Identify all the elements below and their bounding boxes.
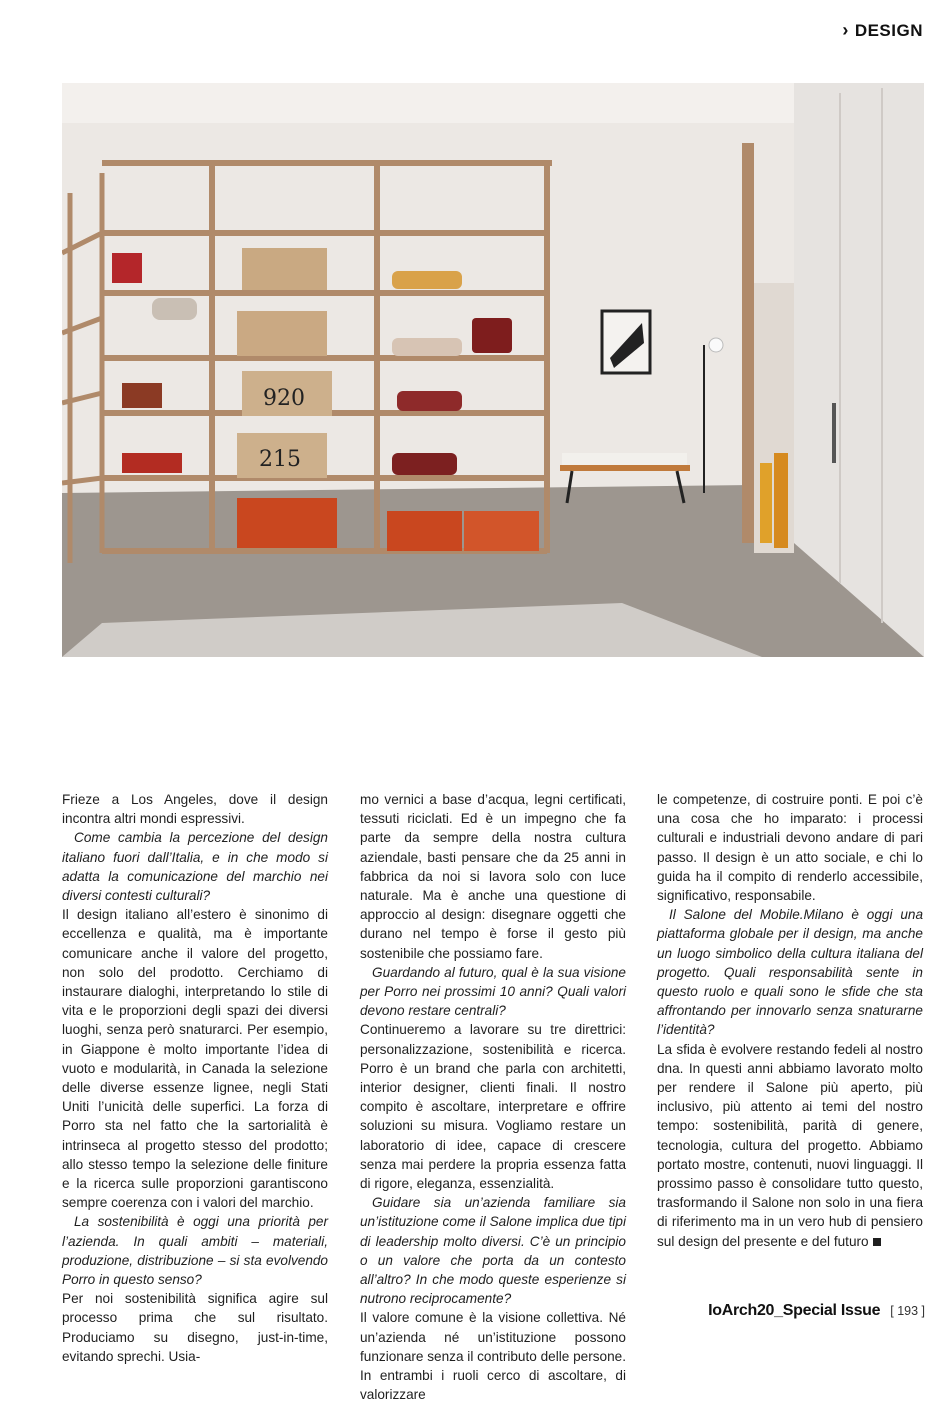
folded-textile xyxy=(392,453,457,475)
article-column-3 xyxy=(657,790,923,1251)
interview-question: La sostenibilità è oggi una priorità per l’azienda. In quali ambiti – materiali, produzione, distribuzione – si sta evolvendo Porro in questo senso? xyxy=(62,1214,328,1288)
interview-question: Guardando al futuro, qual è la sua visione per Porro nei prossimi 10 anni? Quali valori devono restare centrali? xyxy=(360,964,626,1019)
wardrobe-frame xyxy=(742,143,754,543)
orange-box xyxy=(464,511,539,551)
hanging-garment xyxy=(760,463,772,543)
orange-box xyxy=(387,511,462,551)
magazine-name: IoArch20_Special Issue xyxy=(708,1302,881,1319)
end-mark-icon xyxy=(873,1238,881,1246)
paragraph: Per noi sostenibilità significa agire sul processo prima che sul risultato. Produciamo su disegno, just-in-time, evitando sprechi. Usia- xyxy=(62,1291,328,1364)
interview-question: Come cambia la percezione del design italiano fuori dall’Italia, e in che modo si adatta la comunicazione del marchio nei diversi contesti culturali? xyxy=(62,830,328,904)
basket xyxy=(237,311,327,356)
interior-photo xyxy=(62,83,924,657)
hanging-garment xyxy=(774,453,788,548)
folded-textile xyxy=(392,271,462,289)
toy-truck xyxy=(122,453,182,473)
hat xyxy=(152,298,197,320)
walk-in-closet-illustration xyxy=(62,83,924,657)
small-case xyxy=(122,383,162,408)
leather-bag xyxy=(472,318,512,353)
section-label: DESIGN xyxy=(854,20,923,40)
box-number: 215 xyxy=(259,447,301,472)
paragraph: Il design italiano all’estero è sinonimo di eccellenza e qualità, ma è importante comunicare anche il valore del progetto, non solo del prodotto. Cerchiamo di instaurare dialoghi, interpretando lo stile di vita e le proporzioni degli spazi dei diversi luoghi, senza però snaturarci. Per esempio, in Giappone è molto importante l’idea di vuoto e modularità, in Canada la selezione delle diverse essenze lignee, negli Stati Uniti l’unicità delle superfici. La forza di Porro sta nel fatto che la sartorialità è intrinseca al progetto stesso del prodotto; allo stesso tempo la selezione delle finiture e la ricerca sulle proporzioni garantiscono sempre coerenza con i valori del marchio. xyxy=(62,907,328,1211)
folded-textile xyxy=(397,391,462,411)
orange-case xyxy=(237,498,337,548)
closing-paragraph-text: La sfida è evolvere restando fedeli al nostro dna. In questi anni abbiamo lavorato molto per rendere il Salone più aperto, più inclusivo, più attento ai temi del nostro tempo: sostenibilità, parità di genere, tecnologia, cultura del progetto. Abbiamo portato mostre, contenuti, nuovi linguaggi. Il prossimo passo è consolidare tutto questo, trasformando il Salone non solo in una fiera di riferimento ma in un vero hub di pensiero sul design del presente e del futuro xyxy=(657,1041,923,1249)
folded-textile xyxy=(392,338,462,356)
article-column-2 xyxy=(360,790,626,1405)
article-column-1 xyxy=(62,790,328,1366)
paragraph: Il valore comune è la visione collettiva. Né un’azienda né un’istituzione possono funzionare senza il contributo delle persone. In entrambi i ruoli cerco di ascoltare, di valorizzare xyxy=(360,1310,627,1403)
red-bag xyxy=(112,253,142,283)
daybed xyxy=(562,453,687,465)
paragraph: le competenze, di costruire ponti. E poi c’è una cosa che ho imparato: i processi culturali e industriali devono andare di pari passo. Il design è un atto sociale, e chi lo guida ha il compito di renderlo accessibile, significativo, responsabile. xyxy=(657,792,923,904)
paragraph: mo vernici a base d’acqua, legni certificati, tessuti riciclati. Ed è un impegno che fa parte da sempre della nostra cultura aziendale, basti pensare che da 25 anni in fabbrica da noi si lavora solo con luce naturale. Ma è anche una questione di approccio al design: disegnare oggetti che durano nel tempo è forse il gesto più sostenibile che possiamo fare. xyxy=(360,792,626,961)
paragraph: Frieze a Los Angeles, dove il design incontra altri mondi espressivi. xyxy=(62,792,328,827)
chevron-right-icon: › xyxy=(842,20,849,40)
basket xyxy=(242,248,327,290)
interview-question: Il Salone del Mobile.Milano è oggi una piattaforma globale per il design, ma anche un luogo simbolico della cultura italiana del progetto. Quali responsabilità sente in questo ruolo e quali sono le sfide che sta affrontando per innovarlo senza snaturarne l’identità? xyxy=(657,907,923,1038)
section-tag xyxy=(842,20,923,41)
paragraph xyxy=(657,1040,923,1251)
interview-question: Guidare sia un’azienda familiare sia un’istituzione come il Salone implica due tipi di leadership molto diversi. C’è un principio o un valore che porta da un contesto all’altro? In che modo queste esperienze si nutrono reciprocamente? xyxy=(360,1195,626,1307)
box-number: 920 xyxy=(263,386,305,411)
page-footer xyxy=(708,1302,925,1320)
paragraph: Continueremo a lavorare su tre direttrici: personalizzazione, sostenibilità e ricerca. Porro è un brand che parla con architetti, interior designer, clienti finali. Il nostro compito è ascoltare, interpretare e offrire soluzioni su misura. Vogliamo restare un laboratorio di idee, capace di crescere senza mai perdere la propria essenza fatta di rigore, eleganza, essenzialità. xyxy=(360,1022,626,1192)
page-number: [ 193 ] xyxy=(890,1304,925,1318)
